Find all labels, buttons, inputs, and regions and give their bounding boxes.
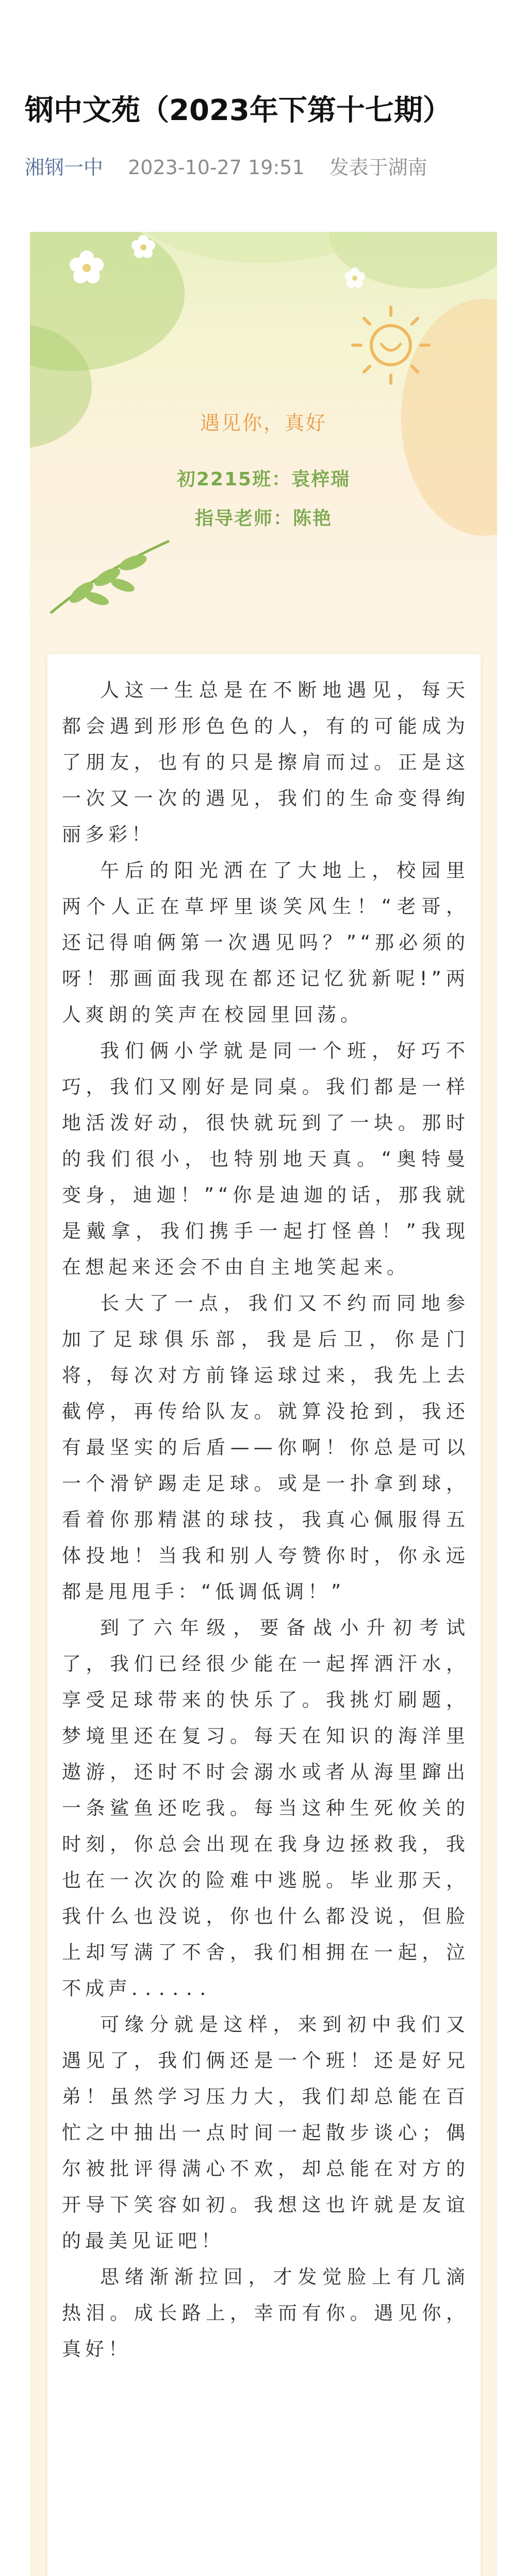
- essay-paragraph: 可缘分就是这样，来到初中我们又遇见了，我们俩还是一个班！还是好兄弟！虽然学习压力大，我们却总能在百忙之中抽出一点时间一起散步谈心；偶尔被批评得满心不欢，却总能在对方的开导下笑容如初。我想这也许就是友谊的最美见证吧！: [62, 2013, 469, 2252]
- essay-paragraph: 我们俩小学就是同一个班，好巧不巧，我们又刚好是同桌。我们都是一样地活泼好动，很快就玩到了一块。那时的我们很小，也特别地天真。“奥特曼变身，迪迦！”“你是迪迦的话，那我就是戴拿，我们携手一起打怪兽！”我现在想起来还会不由自主地笑起来。: [62, 1040, 469, 1278]
- publish-time: 2023-10-27 19:51: [128, 156, 305, 179]
- cover-greeting: 遇见你，真好: [200, 412, 327, 434]
- cover-class-author: 初2215班：袁梓瑞: [176, 469, 351, 490]
- sun-icon: [353, 307, 429, 383]
- article-meta: [25, 155, 427, 180]
- essay-paragraph: 长大了一点，我们又不约而同地参加了足球俱乐部，我是后卫，你是门将，每次对方前锋运球过来，我先上去截停，再传给队友。就算没抢到，我还有最坚实的后盾——你啊！你总是可以一个滑铲踢走足球。或是一扑拿到球，看着你那精湛的球技，我真心佩服得五体投地！当我和别人夸赞你时，你永远都是甩甩手：“低调低调！”: [62, 1292, 469, 1603]
- cover-teacher: 指导老师：陈艳: [194, 508, 332, 529]
- essay-paragraph: 人这一生总是在不断地遇见，每天都会遇到形形色色的人，有的可能成为了朋友，也有的只是擦肩而过。正是这一次又一次的遇见，我们的生命变得绚丽多彩！: [62, 679, 469, 845]
- essay-paragraph: 午后的阳光洒在了大地上，校园里两个人正在草坪里谈笑风生！“老哥，还记得咱俩第一次遇见吗？”“那必须的呀！那画面我现在都还记忆犹新呢!”两人爽朗的笑声在校园里回荡。: [62, 859, 469, 1026]
- cover-decoration: [30, 232, 497, 644]
- account-link[interactable]: 湘钢一中: [25, 156, 104, 179]
- essay-body: [62, 672, 469, 2367]
- article-title: 钢中文苑（2023年下第十七期）: [25, 94, 452, 127]
- cover-header: [30, 232, 497, 644]
- essay-paragraph: 到了六年级，要备战小升初考试了，我们已经很少能在一起挥洒汗水，享受足球带来的快乐了。我挑灯刷题，梦境里还在复习。每天在知识的海洋里遨游，还时不时会溺水或者从海里蹿出一条鲨鱼还吃我。每当这种生死攸关的时刻，你总会出现在我身边拯救我，我也在一次次的险难中逃脱。毕业那天，我什么也没说，你也什么都没说，但脸上却写满了不舍，我们相拥在一起，泣不成声．．．．．．: [62, 1617, 469, 1999]
- essay-paragraph: 思绪渐渐拉回，才发觉脸上有几滴热泪。成长路上，幸而有你。遇见你，真好！: [62, 2266, 469, 2360]
- publish-location: 发表于湖南: [329, 156, 427, 179]
- leaf-branch-icon: [51, 541, 169, 613]
